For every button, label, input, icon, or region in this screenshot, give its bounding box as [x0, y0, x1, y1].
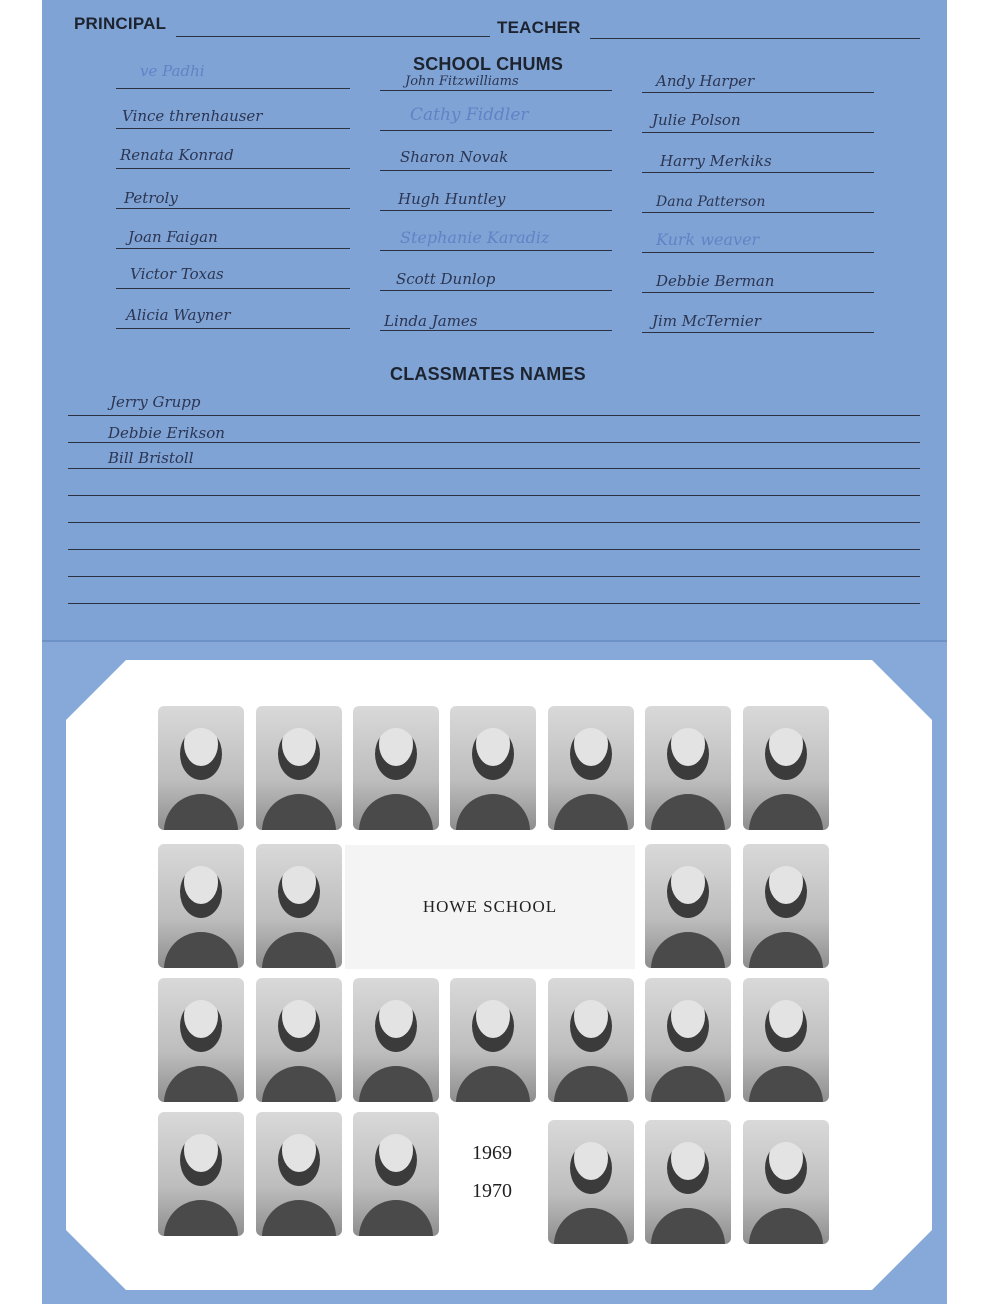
classmate-name: Jerry Grupp	[110, 393, 201, 411]
student-photo	[158, 844, 244, 968]
classmate-line	[68, 442, 920, 443]
classmates-title: CLASSMATES NAMES	[390, 364, 586, 384]
student-photo	[158, 1112, 244, 1236]
student-photo	[158, 706, 244, 830]
student-photo	[548, 706, 634, 830]
chum-line	[116, 208, 350, 209]
student-photo	[256, 1112, 342, 1236]
chum-name: Dana Patterson	[656, 194, 766, 210]
teacher-photo	[450, 706, 536, 830]
chum-line	[116, 168, 350, 169]
student-photo	[548, 978, 634, 1102]
student-photo	[256, 844, 342, 968]
chum-name: Victor Toxas	[130, 265, 224, 283]
chum-line	[116, 128, 350, 129]
chum-name: Jim McTernier	[652, 312, 761, 330]
chum-line	[642, 332, 874, 333]
student-photo	[645, 1120, 731, 1244]
year-end: 1970	[472, 1180, 512, 1202]
student-photo	[645, 844, 731, 968]
teacher-line	[590, 38, 920, 39]
student-photo	[548, 1120, 634, 1244]
classmate-line	[68, 603, 920, 604]
year-start: 1969	[472, 1142, 512, 1164]
chum-name: Julie Polson	[652, 111, 741, 129]
classmate-line	[68, 576, 920, 577]
chum-line	[380, 170, 612, 171]
chum-name: Kurk weaver	[656, 230, 760, 249]
chum-name: Hugh Huntley	[398, 190, 506, 208]
principal-label: PRINCIPAL	[74, 14, 167, 33]
chum-name: Scott Dunlop	[396, 270, 496, 288]
student-photo	[743, 706, 829, 830]
chum-name: John Fitzwilliams	[405, 74, 519, 89]
chum-name: Petroly	[124, 189, 178, 207]
chum-line	[642, 172, 874, 173]
student-photo	[353, 706, 439, 830]
school-name-panel: HOWE SCHOOL	[345, 845, 635, 969]
student-photo	[353, 1112, 439, 1236]
chum-line	[116, 88, 350, 89]
chum-line	[380, 210, 612, 211]
classmate-line	[68, 522, 920, 523]
chum-name: Renata Konrad	[120, 146, 234, 164]
student-photo	[450, 978, 536, 1102]
classmate-line	[68, 468, 920, 469]
chum-line	[116, 248, 350, 249]
classmate-line	[68, 549, 920, 550]
chum-line	[380, 330, 612, 331]
chum-name: Cathy Fiddler	[410, 105, 529, 125]
student-photo	[743, 978, 829, 1102]
chum-line	[380, 290, 612, 291]
chum-line	[642, 292, 874, 293]
chum-name: Harry Merkiks	[660, 152, 772, 170]
student-photo	[645, 706, 731, 830]
student-photo	[256, 706, 342, 830]
chum-line	[380, 130, 612, 131]
chum-name: Joan Faigan	[128, 228, 218, 246]
student-photo	[353, 978, 439, 1102]
chum-line	[116, 328, 350, 329]
chum-line	[642, 92, 874, 93]
teacher-label: TEACHER	[497, 18, 581, 37]
principal-line	[176, 36, 490, 37]
classmate-line	[68, 495, 920, 496]
classmate-name: Debbie Erikson	[108, 424, 225, 442]
student-photo	[256, 978, 342, 1102]
chum-name: Stephanie Karadiz	[400, 228, 550, 247]
student-photo	[158, 978, 244, 1102]
student-photo	[645, 978, 731, 1102]
classmate-name: Bill Bristoll	[108, 449, 194, 467]
chum-line	[116, 288, 350, 289]
student-photo	[743, 844, 829, 968]
chum-line	[380, 250, 612, 251]
chum-line	[642, 212, 874, 213]
classmate-line	[68, 415, 920, 416]
chum-name: Vince threnhauser	[122, 107, 263, 125]
chum-line	[380, 90, 612, 91]
chum-name: ve Padhi	[140, 62, 205, 80]
student-photo	[743, 1120, 829, 1244]
school-chums-title: SCHOOL CHUMS	[413, 54, 564, 74]
chum-name: Alicia Wayner	[126, 306, 231, 324]
chum-name: Linda James	[384, 312, 478, 330]
chum-name: Debbie Berman	[656, 272, 775, 290]
chum-name: Andy Harper	[656, 72, 755, 90]
chum-line	[642, 132, 874, 133]
chum-line	[642, 252, 874, 253]
chum-name: Sharon Novak	[400, 148, 509, 166]
